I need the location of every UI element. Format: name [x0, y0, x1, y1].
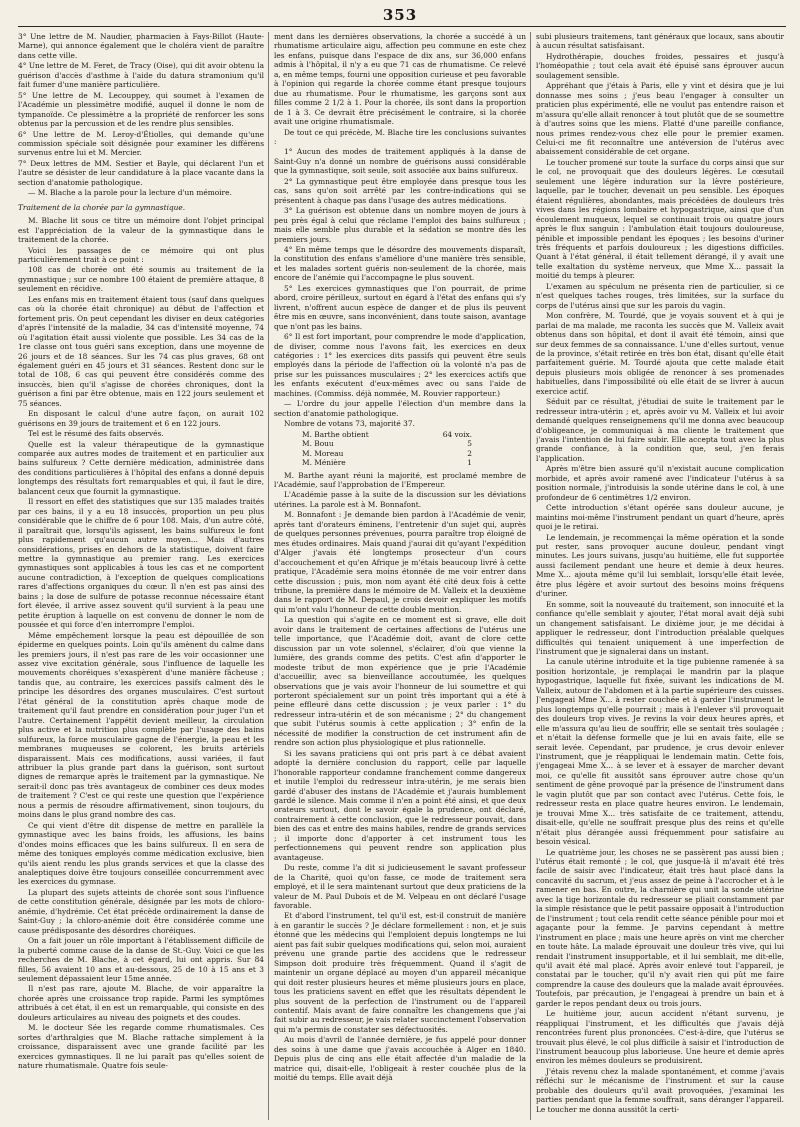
paragraph: De tout ce qui précède, M. Blache tire les conclusions suivantes : [274, 127, 526, 146]
vote-row [302, 439, 472, 449]
vote-count: 1 [467, 458, 472, 468]
paragraph: M. Barthe ayant réuni la majorité, est proclamé membre de l'Académie, sauf l'approbation de l'Empereur. [274, 470, 526, 490]
vote-count: 2 [467, 448, 472, 458]
paragraph: — M. Blache a la parole pour la lecture d'un mémoire. [28, 188, 232, 198]
paragraph: Hydrothérapie, douches froides, pessaires et jusqu'à l'homéopathie ; tout cela avait été épuisé sans éprouver aucun soulagement sensible. [536, 51, 784, 80]
paragraph: M. Blache lit sous ce titre un mémoire dont l'objet principal est l'appréciation de la valeur de la gymnastique dans le traitement de la chorée. [18, 216, 264, 245]
paragraph: Voici les passages de ce mémoire qui ont plus particulièrement trait à ce point : [18, 245, 264, 264]
paragraph: 4° En même temps que le désordre des mouvements disparaît, la constitution des enfans s'améliore d'une manière très sensible, et les malades sortent guéris non-seulement de la chorée, mais encore de l'anémie qui l'accompagne le plus souvent. [274, 244, 526, 283]
paragraph: La canule utérine introduite et la tige pubienne ramenée à sa position horizontale, je remplaçai le mandrin par la plaque hypogastrique, laquelle fut fixée, suivant les indications de M. Valleix, autour de l'abdomen et à la partie supérieure des cuisses. J'engageai Mme X... à rester couchée et à garder l'instrument le plus longtemps qu'elle pourrait ; mais à l'enlever s'il provoquait des douleurs trop vives. Je revins la voir deux heures après, et elle m'assura qu'au lieu de souffrir, elle se sentait très soulagée ; et n'était la défense formelle que je lui en avais faite, elle se serait levée. Cependant, par prudence, je crus devoir enlever l'instrument, que je réappliquai le lendemain matin. Cette fois, j'engageai Mme X... à se lever et à essayer de marcher devant moi, ce qu'elle fit aussitôt sans éprouver autre chose qu'un sentiment de gêne provoqué par la présence de l'instrument dans le vagin plutôt que par son contact avec l'utérus. Cette fois, le redresseur resta en place quatre heures environ. Le lendemain, je trouvai Mme X... très satisfaite de ce traitement, attendu, disait-elle, qu'elle ne souffrait presque plus des reins et qu'elle n'était plus dérangée aussi fréquemment pour satisfaire au besoin vésical. [536, 657, 784, 847]
paragraph: 5° Les exercices gymnastiques que l'on pourrait, de prime abord, croire périlleux, surtout en égard à l'état des enfans qui s'y livrent, n'offrent aucun espèce de danger et de plus ils peuvent être mis en œuvre, sans inconvénient, dans toute saison, avantage que n'ont pas les bains. [274, 283, 526, 331]
column-right [536, 32, 784, 1120]
paragraph: En disposant le calcul d'une autre façon, on aurait 102 guérisons en 39 jours de traitement et 6 en 122 jours. [18, 409, 264, 428]
paragraph: Le lendemain, je recommençai la même opération et la sonde put rester, sans provoquer aucune douleur, pendant vingt minutes. Les jours suivans, jusqu'au huitième, elle fut supportée aussi facilement pendant une heure et demie à deux heures. Mme X... ajouta même qu'il lui semblait, lorsqu'elle était levée, être plus légère et avoir surtout des besoins moins fréquens d'uriner. [536, 532, 784, 599]
paragraph: Nombre de votans 73, majorité 37. [284, 419, 415, 429]
paragraph: L'Académie passe à la suite de la discussion sur les déviations utérines. La parole est à M. Bonnafont. [274, 490, 526, 509]
paragraph: J'étais revenu chez la malade spontanément, et comme j'avais réfléchi sur le mécanisme de l'instrument et sur la cause probable des douleurs qu'il avait provoquées, j'examinai les parties pendant que la femme souffrait, sans déranger l'appareil. Le toucher me donna aussitôt la certi- [536, 1066, 784, 1114]
paragraph: La plupart des sujets atteints de chorée sont sous l'influence de cette constitution générale, désignée par les mots de chloro-anémie, d'hydrémie. Cet état précède ordinairement la danse de Saint-Guy ; la chloro-anémie doit être considérée comme une cause prédisposante des désordres choréiques. [18, 887, 264, 935]
candidate-name: M. Moreau [302, 448, 344, 458]
paragraph: Ce qui vient d'être dit dispense de mettre en parallèle la gymnastique avec les bains froids, les affusions, les bains d'ondes moins efficaces que les bains sulfureux. Il en sera de même des toniques employés comme médication exclusive, bien qu'ils aient rendu les plus grands services et que la classe des analeptiques doive être toujours conseillée concurremment avec les exercices du gymnase. [18, 820, 264, 887]
paragraph: M. Bonnafont : Je demande bien pardon à l'Académie de venir, après tant d'orateurs éminens, l'entretenir d'un sujet qui, auprès de quelques personnes prévenues, pourra paraître trop éloigné de mes études ordinaires. Mais quand j'aurai dit qu'ayant l'expédition d'Alger j'avais été longtemps prosecteur d'un cours d'accouchement et qu'en Afrique je m'étais beaucoup livré à cette pratique, l'Académie sera moins étonnée de me voir entrer dans cette discussion ; puis, mon nom ayant été cité deux fois à cette tribune, la première dans le mémoire de M. Valleix et la deuxième dans le rapport de M. Depaul, je crois devoir expliquer les motifs qui m'ont valu l'honneur de cette double mention. [274, 510, 526, 614]
paragraph: 2° La gymnastique peut être employée dans presque tous les cas, sans qu'on soit arrêté par les contre-indications qui se présentent à chaque pas dans l'usage des autres médications. [274, 176, 526, 205]
paragraph: Le huitième jour, aucun accident n'étant survenu, je réappliquai l'instrument, et les difficultés que j'avais déjà rencontrées furent plus prononcées. C'est-à-dire, que l'utérus se trouvait plus élevé, le col plus difficile à saisir et l'introduction de l'instrument beaucoup plus laborieuse. Une heure et demie après environ les mêmes douleurs se produisirent. [536, 1009, 784, 1066]
vote-row [302, 449, 472, 459]
paragraph: — L'ordre du jour appelle l'élection d'un membre dans la section d'anatomie pathologique. [274, 399, 526, 418]
column-left [18, 32, 264, 1120]
paragraph: Et d'abord l'instrument, tel qu'il est, est-il construit de manière à en garantir le succès ? Je déclare formellement : non, et je suis étonné que les médecins qui l'emploient depuis longtemps ne lui aient pas fait subir quelques modifications qui, selon moi, auraient prévenu une grande partie des accidens que le redresseur Simpson doit produire très fréquemment. Quand il s'agit de maintenir un organe déplacé au moyen d'un appareil mécanique qui doit rester plusieurs heures et même plusieurs jours en place, tous les praticiens savent en effet que les résultats dépendent le plus souvent de la perfection de l'instrument ou de l'appareil contentif. Mais avant de faire connaître les changemens que j'ai fait subir au redresseur, je vais relater succinctement l'observation qui m'a permis de constater ses défectuosités. [274, 911, 526, 1034]
vote-count: 64 voix. [442, 429, 472, 439]
candidate-name: M. Bouu [302, 439, 334, 449]
paragraph: Même empêchement lorsque la peau est dépouillée de son épiderme en quelques points. Loin qu'ils amènent du calme dans les premiers jours, il n'est pas rare de les voir occasionner une assez vive excitation générale, sous l'influence de laquelle les mouvements choréiques s'exaspèrent d'une manière fâcheuse ; tandis que, au contraire, les exercices passifs calment dès le principe les désordres des organes musculaires. C'est surtout l'état général de la constitution après chaque mode de traitement qu'il faut prendre en considération pour juger l'un et l'autre. Certainement l'appétit devient meilleur, la circulation plus active et la nutrition plus complète par l'usage des bains sulfureux, la force musculaire gagne de l'énergie, la peau et les membranes muqueuses se colorent, les bruits artériels disparaissent. Mais ces modifications, aussi variées, il faut attribuer la plus grande part dans la guérison, sont surtout dignes de remarque après le traitement par la gymnastique. Ne serait-il donc pas très avantageux de combiner ces deux modes de traitement ? C'est ce qui reste une question que l'expérience nous a permis de résoudre affirmativement, sinon toujours, du moins dans le plus grand nombre des cas. [18, 630, 264, 820]
vote-results [302, 430, 526, 468]
candidate-name: M. Barthe obtient [302, 429, 369, 439]
paragraph: M. le docteur Sée les regarde comme rhumatismales. Ces sortes d'arthralgies que M. Blache rattache simplement à la croissance, disparaissent avec une grande facilité par les exercices gymnastiques. Il ne lui paraît pas qu'elles soient de nature rhumatismale. Quatre fois seule- [18, 1023, 264, 1071]
paragraph: Quelle est la valeur thérapeutique de la gymnastique comparée aux autres modes de traitement et en particulier aux bains sulfureux ? Cette dernière médication, administrée dans des conditions particulières à l'hôpital des enfans a donné depuis longtemps des résultats fort remarquables et qui, il faut le dire, balancent ceux que fournit la gymnastique. [18, 439, 264, 496]
paragraph: Du reste, comme l'a dit si judicieusement le savant professeur de la Charité, quoi qu'on fasse, ce mode de traitement sera employé, et il le sera maintenant surtout que deux praticiens de la valeur de M. Paul Dubois et de M. Velpeau en ont déclaré l'usage favorable. [274, 863, 526, 910]
header-rule [18, 26, 786, 27]
paragraph: Le toucher promené sur toute la surface du corps ainsi que sur le col, ne provoquait que des douleurs légères. Le cœsutail seulement une légère induration sur la lèvre postérieure, laquelle, par le toucher, devenait un peu sensible. Les époques étaient régulières, abondantes, mais précédées de douleurs très vives dans les régions lombaire et hypogastrique, ainsi que d'un écoulement muqueux, lequel se continuait trois ou quatre jours après le flux sanguin : l'ambulation était toujours douloureuse, pénible et impossible pendant les époques ; les besoins d'uriner très fréquents et parfois douloureux ; les digestions difficiles. Quant à l'état général, il était tellement dérangé, il y avait une telle exaltation du système nerveux, que Mme X... passait la moitié du temps à pleurer. [536, 157, 784, 281]
vote-row [302, 430, 472, 440]
paragraph: Les enfans mis en traitement étaient tous (sauf dans quelques cas où la chorée était chronique) au début de l'affection et fortement pris. On peut cependant les diviser en deux catégories d'après l'intensité de la maladie, 34 cas d'intensité moyenne, 74 où l'agitation était aussi violente que possible. Les 34 cas de la 1re classe ont tous guéri sans exception, dans une moyenne de 26 jours et de 18 séances. Sur les 74 cas plus graves, 68 ont également guéri en 45 jours et 31 séances. Restent donc sur le total de 108, 6 cas qui peuvent être considérés comme des insuccès, bien qu'il s'agisse de chorées chroniques, dont la guérison a fini par être obtenue, mais en 122 jours seulement et 75 séances. [18, 294, 264, 408]
paragraph: Il ressort en effet des statistiques que sur 135 malades traités par ces bains, il y a eu 18 insuccès, proportion un peu plus considérable que le chiffre de 6 pour 108. Mais, d'un autre côté, il paraîtrait que, lorsqu'ils agissent, les bains sulfureux le font plus rapidement qu'aucun autre moyen... Mais d'autres considérations, prises en dehors de la statistique, doivent faire mettre la gymnastique au premier rang. Les exercices gymnastiques sont applicables à tous les cas et ne comportent aucune contradiction, à l'exception de quelques complications rares d'affections organiques du cœur. Il n'en est pas ainsi des bains ; la dose de sulfure de potasse reconnue nécessaire étant fort élevée, il arrive assez souvent qu'il survient à la peau une petite éruption à laquelle on est convenu de donner le nom de poussée et qui force d'en interrompre l'emploi. [18, 497, 264, 630]
paragraph: subi plusieurs traitemens, tant généraux que locaux, sans aboutir à aucun résultat satisfaisant. [536, 32, 784, 51]
text-columns [18, 32, 784, 1120]
paragraph: L'examen au spéculum ne présenta rien de particulier, si ce n'est quelques taches rouges, très limitées, sur la surface du corps de l'utérus ainsi que sur les parois du vagin. [536, 281, 784, 310]
paragraph: Appréhant que j'étais à Paris, elle y vint et désira que je lui donnasse mes soins ; j'eus beau l'engager à consulter un praticien plus expérimenté, elle ne voulut pas entendre raison et m'assura qu'elle allait renoncer à tout plutôt que de se soumettre à d'autres soins que les miens. Flatté d'une pareille confiance, nous primes rendez-vous chez elle pour le premier examen. Celui-ci me fit reconnaître une antéversion de l'utérus avec abaissement considérable de cet organe. [536, 81, 784, 157]
paragraph: Mon confrère, M. Tourdé, que je voyais souvent et à qui je parlai de ma malade, me raconta les succès que M. Valleix avait obtenus dans son hôpital, et dont il avait été témoin, ainsi que sur deux femmes de sa connaissance. L'une d'elles surtout, venue de la province, s'était retirée en très bon état, disant qu'elle était parfaitement guérie. M. Tourdé ajouta que cette malade était depuis plusieurs mois obligée de renoncer à ses promenades habituelles, dans l'impossibilité où elle était de se livrer à aucun exercice actif. [536, 311, 784, 396]
paragraph: 7° Deux lettres de MM. Sestier et Bayle, qui déclarent l'un et l'autre se désister de leur candidature à la place vacante dans la section d'anatomie pathologique. [18, 158, 264, 187]
paragraph: Il n'est pas rare, ajoute M. Blache, de voir apparaître la chorée après une croissance trop rapide. Parmi les symptômes attribués à cet état, il en est un remarquable, qui consiste en des douleurs articulaires au niveau des poignets et des coudes. [18, 984, 264, 1022]
paragraph: ment dans les dernières observations, la chorée a succédé à un rhumatisme articulaire aigu, affection peu commune en este chez les enfans, puisque dans l'espace de dix ans, sur 36,000 enfans admis à l'hôpital, il n'y a eu que 71 cas de rhumatisme. Ce relevé a, en même temps, fourni une opposition curieuse et peu favorable à l'opinion qui regarde la chorée comme étant presque toujours due au rhumatisme. Pour le rhumatisme, les garçons sont aux filles comme 2 1/2 à 1. Pour la chorée, ils sont dans la proportion de 1 à 3. Ce devrait être précisément le contraire, si la chorée avait une origine rhumatismale. [274, 32, 526, 127]
paragraph: On a fait jouer un rôle important à l'établissement difficile de la puberté comme cause de la danse de St.-Guy. Voici ce que les recherches de M. Blache, à cet égard, lui ont appris. Sur 84 filles, 56 avaient 10 ans et au-dessous, 25 de 10 à 15 ans et 3 seulement dépassaient leur 15me année. [18, 936, 264, 983]
paragraph: 3° Une lettre de M. Naudier, pharmacien à Fays-Billot (Haute-Marne), qui annonce également que le choléra vient de paraître dans cette ville. [18, 32, 264, 60]
section-title: Traitement de la chorée par la gymnastique. [18, 202, 186, 212]
paragraph: En somme, soit la nouveauté du traitement, son innocuité et la confiance qu'elle semblait y ajouter, l'état moral avait déjà subi un changement satisfaisant. Le dixième jour, je me décidai à appliquer le redresseur, dont l'introduction préalable quelques difficultés qui tenaient uniquement à une imperfection de l'instrument que je signalerai dans un instant. [536, 599, 784, 656]
paragraph: 4° Une lettre de M. Feret, de Tracy (Oise), qui dit avoir obtenu la guérison d'accès d'asthme à l'aide du datura stramonium qu'il fait fumer d'une manière particulière. [18, 61, 264, 90]
paragraph: Cette introduction s'étant opérée sans douleur aucune, je maintins moi-même l'instrument pendant un quart d'heure, après quoi je le retirai. [536, 503, 784, 532]
paragraph: 108 cas de chorée ont été soumis au traitement de la gymnastique ; sur ce nombre 100 étaient de première attaque, 8 seulement en récidive. [18, 265, 264, 294]
vote-count: 5 [467, 439, 472, 449]
paragraph: 1° Aucun des modes de traitement appliqués à la danse de Saint-Guy n'a donné un nombre de guérisons aussi considérable que la gymnastique, soit seule, soit associée aux bains sulfureux. [274, 147, 526, 176]
paragraph: Si les savans praticiens qui ont pris part à ce débat avaient adopté la dernière conclusion du rapport, celle par laquelle l'honorable rapporteur condamne franchement comme dangereux et inutile l'emploi du redresseur intra-utérin, je me serais bien gardé d'abuser des instans de l'Académie et j'aurais humblement gardé le silence. Mais comme il n'en a point été ainsi, et que deux orateurs surtout, dont le savoir égale la prudence, ont déclaré, contrairement à cette conclusion, que le redresseur pouvait, dans bien des cas et entre des mains habiles, rendre de grands services ; il importe donc d'apporter à cet instrument tous les perfectionnemens qui peuvent rendre son application plus avantageuse. [274, 748, 526, 862]
paragraph: Le quatrième jour, les choses ne se passèrent pas aussi bien ; l'utérus était remonté ; le col, que jusque-là il m'avait été très facile de saisir avec l'indicateur, était très haut placé dans la concavité du sacrum, et j'eus assez de peine à l'accrocher et à le ramener en bas. En outre, la charnière qui unit la sonde utérine avec la tige horizontale du redresseur se pliait constamment par la simple résistance que le petit passaire opposait à l'introduction de l'instrument ; tout cela rendit cette séance pénible pour moi et agaçante pour la femme. Je parvins cependant à mettre l'instrument en place ; mais une heure après on vint me chercher en toute hâte. La malade éprouvait une douleur très vive, qui lui rendait l'instrument insupportable, et il lui semblait, me dit-elle, qu'il avait été mal placé. Après avoir enlevé tout l'appareil, je constatai par le toucher, qu'il n'y avait rien qui pût me faire comprendre la cause des douleurs que la malade avait éprouvées. Toutefois, par précaution, je l'engageai à prendre un bain et à garder le repos pendant deux ou trois jours. [536, 847, 784, 1008]
paragraph: Séduit par ce résultat, j'étudiai de suite le traitement par le redresseur intra-utérin ; et, après avoir vu M. Valleix et lui avoir demandé quelques renseignemens qu'il me donna avec beaucoup d'obligeance, je communiquai à ma cliente le traitement que j'avais l'intention de lui faire subir. Elle accepta tout avec la plus grande confiance, à la condition que, seul, j'en ferais l'application. [536, 397, 784, 463]
paragraph: 6° Une lettre de M. Leroy-d'Étiolles, qui demande qu'une commission spéciale soit désignée pour examiner les différens survenus entre lui et M. Mercier. [18, 129, 264, 158]
paragraph: Tel est le résumé des faits observés. [28, 429, 164, 439]
paragraph: La question qui s'agite en ce moment est si grave, elle doit avoir dans le traitement de certaines affections de l'utérus une telle importance, que l'Académie doit, avant de clore cette discussion par un vote solennel, s'éclairer, d'où que vienne la lumière, des grands comme des petits. C'est afin d'apporter le modeste tribut de mon expérience que je prie l'Académie d'accueillir, avec sa bienveillance accoutumée, les quelques observations que je vais avoir l'honneur de lui soumettre et qui porteront spécialement sur un point très important qui a été à peine effleuré dans cette discussion ; je veux parler : 1° du redresseur intra-utérin et de son mécanisme ; 2° du changement que subit l'utérus soumis à cette application ; 3° enfin de la nécessité de modifier la construction de cet instrument afin de rendre son action plus physiologique et plus rationnelle. [274, 615, 526, 748]
paragraph: 6° Il est fort important, pour comprendre le mode d'application, de diviser, comme nous l'avons fait, les exercices en deux catégories : 1° les exercices dits passifs qui peuvent être seuls employés dans la période de l'affection où la volonté n'a pas de prise sur les puissances musculaires ; 2° les exercices actifs que les enfants exécutent d'eux-mêmes avec ou sans l'aide de machines. (Commiss. déjà nommée, M. Rouvier rapporteur.) [274, 332, 526, 398]
paragraph: Après m'être bien assuré qu'il n'existait aucune complication morbide, et après avoir ramené avec l'indicateur l'utérus à sa position normale, j'introduisis la sonde utérine dans le col, à une profondeur de 6 centimètres 1/2 environ. [536, 464, 784, 502]
vote-row [302, 458, 472, 468]
paragraph: Au mois d'avril de l'année dernière, je fus appelé pour donner des soins à une dame que j'avais accouchée à Alger en 1840. Depuis plus de cinq ans elle était affectée d'un maladie de la matrice qui, disait-elle, l'obligeait à rester couchée plus de la moitié du temps. Elle avait déjà [274, 1035, 526, 1083]
candidate-name: M. Ménière [302, 458, 346, 468]
column-middle [274, 32, 526, 1120]
paragraph: 5° Une lettre de M. Lecouppey, qui soumet à l'examen de l'Académie un plessimètre modifié, auquel il donne le nom de tympanoïde. Ce plessimètre a la propriété de renforcer les sons obtenus par la percussion et de les rendre plus sensibles. [18, 90, 264, 129]
page-number: 353 [382, 6, 418, 24]
paragraph: 3° La guérison est obtenue dans un nombre moyen de jours à peu près égal à celui que réclame l'emploi des bains sulfureux ; mais elle semble plus durable et la sédation se montre dès les premiers jours. [274, 206, 526, 244]
